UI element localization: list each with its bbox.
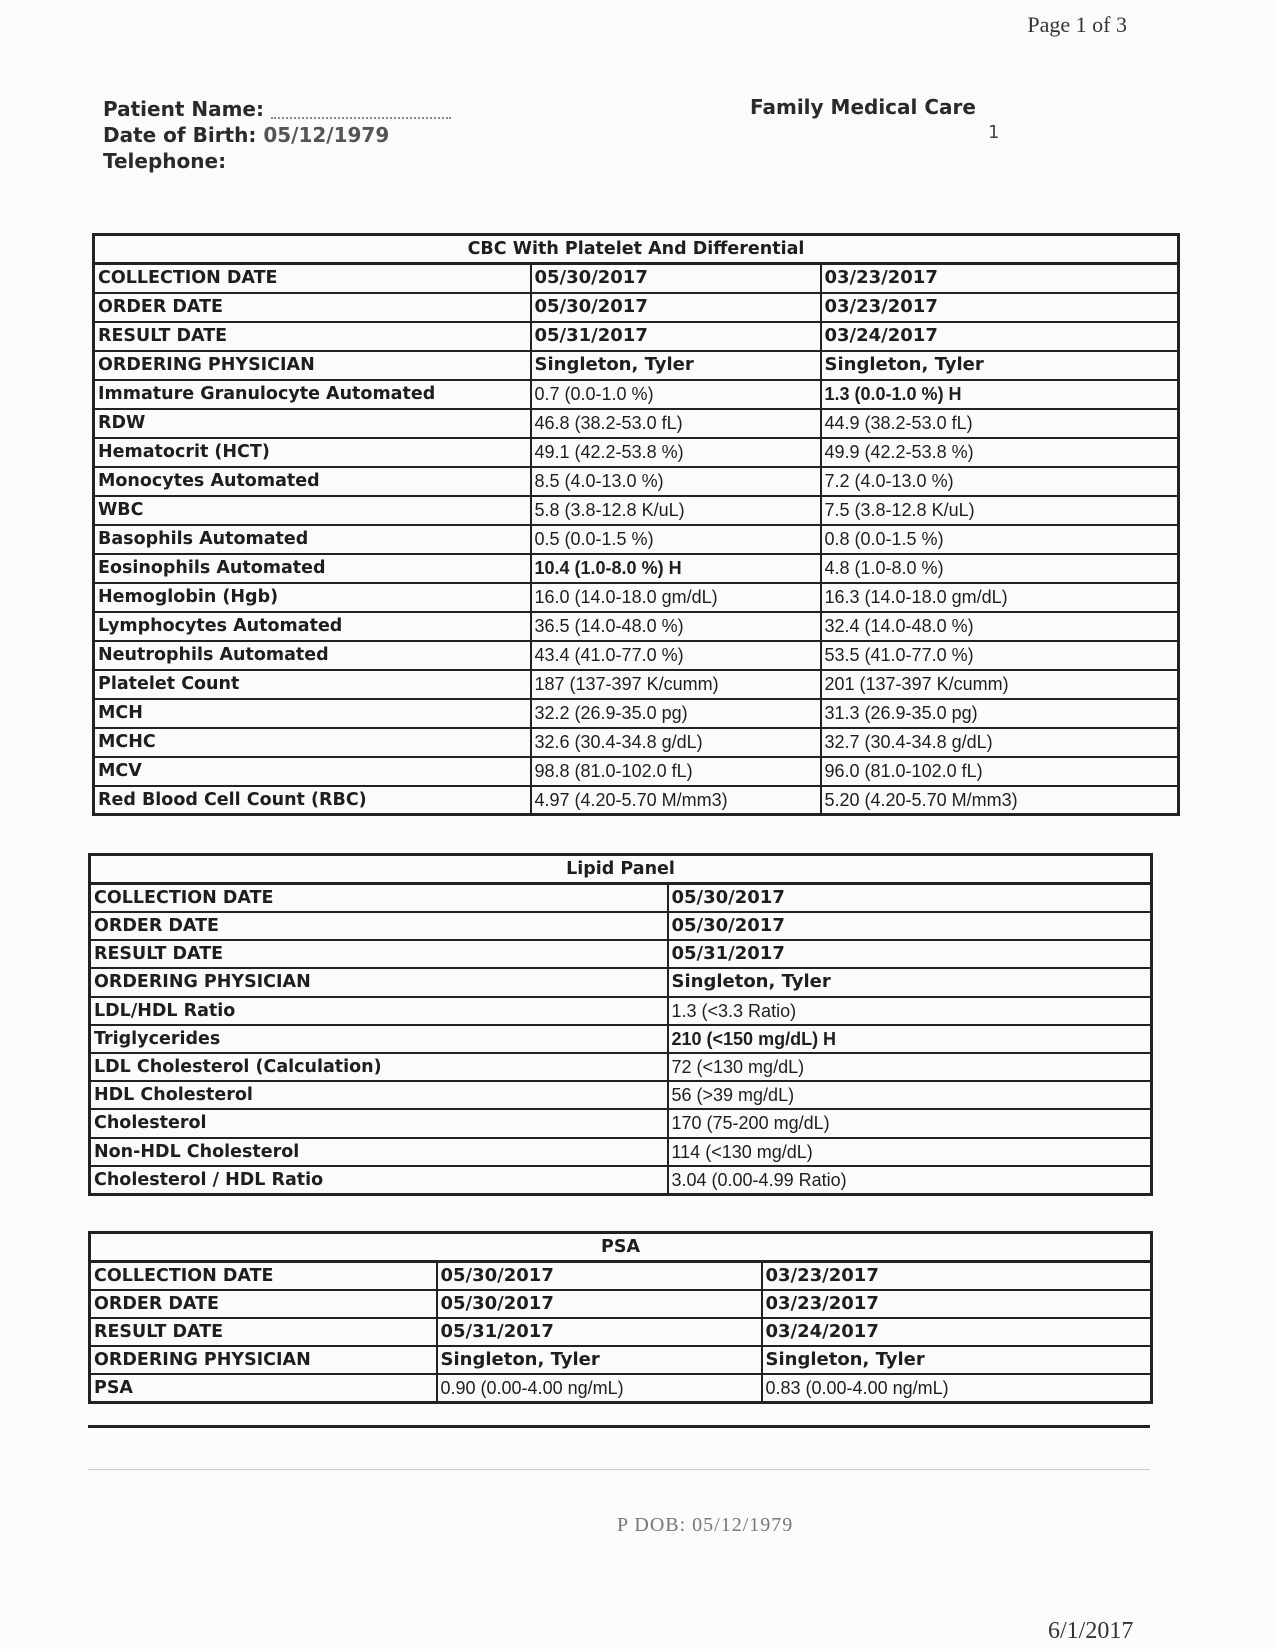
result-value: 8.5 (4.0-13.0 %) (531, 467, 821, 496)
result-value: 44.9 (38.2-53.0 fL) (821, 409, 1179, 438)
row-label: LDL Cholesterol (Calculation) (90, 1053, 668, 1081)
result-value: 3.04 (0.00-4.99 Ratio) (668, 1166, 1152, 1195)
meta-value: 03/23/2017 (762, 1262, 1152, 1291)
result-value: 0.5 (0.0-1.5 %) (531, 525, 821, 554)
result-row (94, 786, 1179, 815)
row-label: Hematocrit (HCT) (94, 438, 531, 467)
meta-value: 03/24/2017 (821, 322, 1179, 351)
result-value: 0.83 (0.00-4.00 ng/mL) (762, 1374, 1152, 1403)
cbc-table (92, 233, 1180, 816)
result-value: 53.5 (41.0-77.0 %) (821, 641, 1179, 670)
meta-value: 05/31/2017 (668, 940, 1152, 968)
dob-label: Date of Birth: (103, 123, 257, 147)
row-label: ORDERING PHYSICIAN (94, 351, 531, 380)
result-value: 0.90 (0.00-4.00 ng/mL) (437, 1374, 762, 1403)
row-label: WBC (94, 496, 531, 525)
result-value: 1.3 (<3.3 Ratio) (668, 997, 1152, 1025)
result-row (94, 409, 1179, 438)
result-row (90, 1081, 1152, 1109)
row-label: Platelet Count (94, 670, 531, 699)
result-row (94, 757, 1179, 786)
row-label: Triglycerides (90, 1025, 668, 1053)
result-value: 72 (<130 mg/dL) (668, 1053, 1152, 1081)
page-number: Page 1 of 3 (1027, 12, 1127, 37)
meta-value: 05/30/2017 (437, 1262, 762, 1291)
result-value: 32.6 (30.4-34.8 g/dL) (531, 728, 821, 757)
meta-value: Singleton, Tyler (437, 1346, 762, 1374)
row-label: Immature Granulocyte Automated (94, 380, 531, 409)
result-value: 5.20 (4.20-5.70 M/mm3) (821, 786, 1179, 815)
meta-row (94, 293, 1179, 322)
row-label: RESULT DATE (90, 1318, 437, 1346)
meta-value: 05/30/2017 (437, 1290, 762, 1318)
result-value: 31.3 (26.9-35.0 pg) (821, 699, 1179, 728)
patient-name-label: Patient Name: (103, 97, 264, 121)
result-row (94, 467, 1179, 496)
result-value: 16.3 (14.0-18.0 gm/dL) (821, 583, 1179, 612)
row-label: PSA (90, 1374, 437, 1403)
meta-value: Singleton, Tyler (531, 351, 821, 380)
row-label: Red Blood Cell Count (RBC) (94, 786, 531, 815)
result-row (94, 670, 1179, 699)
meta-row (90, 968, 1152, 996)
result-value: 32.7 (30.4-34.8 g/dL) (821, 728, 1179, 757)
dob-value: 05/12/1979 (263, 123, 390, 147)
row-label: MCH (94, 699, 531, 728)
result-value: 36.5 (14.0-48.0 %) (531, 612, 821, 641)
meta-row (90, 1262, 1152, 1291)
result-value: 43.4 (41.0-77.0 %) (531, 641, 821, 670)
row-label: COLLECTION DATE (90, 884, 668, 913)
meta-value: 05/31/2017 (531, 322, 821, 351)
faint-separator-line (88, 1469, 1150, 1470)
row-label: Lymphocytes Automated (94, 612, 531, 641)
result-value: 46.8 (38.2-53.0 fL) (531, 409, 821, 438)
result-value: 0.8 (0.0-1.5 %) (821, 525, 1179, 554)
result-value: 114 (<130 mg/dL) (668, 1138, 1152, 1166)
result-row (94, 641, 1179, 670)
cbc-title: CBC With Platelet And Differential (94, 235, 1179, 264)
row-label: COLLECTION DATE (94, 264, 531, 293)
meta-row (90, 940, 1152, 968)
row-label: Non-HDL Cholesterol (90, 1138, 668, 1166)
row-label: ORDERING PHYSICIAN (90, 1346, 437, 1374)
patient-name-row (103, 96, 451, 122)
result-row (90, 1109, 1152, 1137)
result-value: 4.97 (4.20-5.70 M/mm3) (531, 786, 821, 815)
result-row (94, 612, 1179, 641)
row-label: ORDERING PHYSICIAN (90, 968, 668, 996)
psa-title: PSA (90, 1233, 1152, 1262)
result-value: 210 (<150 mg/dL) H (668, 1025, 1152, 1053)
row-label: RESULT DATE (90, 940, 668, 968)
meta-row (94, 322, 1179, 351)
result-row (90, 1025, 1152, 1053)
result-value: 32.2 (26.9-35.0 pg) (531, 699, 821, 728)
row-label: Hemoglobin (Hgb) (94, 583, 531, 612)
telephone-label: Telephone: (103, 149, 227, 173)
meta-value: 05/31/2017 (437, 1318, 762, 1346)
row-label: ORDER DATE (90, 912, 668, 940)
result-row (94, 583, 1179, 612)
meta-row (90, 1290, 1152, 1318)
result-value: 56 (>39 mg/dL) (668, 1081, 1152, 1109)
meta-value: 03/23/2017 (821, 264, 1179, 293)
patient-telephone-row (103, 148, 451, 174)
meta-row (90, 912, 1152, 940)
result-value: 49.9 (42.2-53.8 %) (821, 438, 1179, 467)
result-row (94, 438, 1179, 467)
meta-value: 03/23/2017 (821, 293, 1179, 322)
row-label: Neutrophils Automated (94, 641, 531, 670)
row-label: RDW (94, 409, 531, 438)
meta-value: 03/24/2017 (762, 1318, 1152, 1346)
result-value: 96.0 (81.0-102.0 fL) (821, 757, 1179, 786)
meta-value: 05/30/2017 (531, 264, 821, 293)
meta-value: 05/30/2017 (668, 884, 1152, 913)
meta-value: Singleton, Tyler (821, 351, 1179, 380)
row-label: Eosinophils Automated (94, 554, 531, 583)
meta-row (90, 1346, 1152, 1374)
row-label: Basophils Automated (94, 525, 531, 554)
patient-info (103, 96, 451, 174)
meta-value: Singleton, Tyler (668, 968, 1152, 996)
meta-row (90, 884, 1152, 913)
meta-value: Singleton, Tyler (762, 1346, 1152, 1374)
patient-dob-row (103, 122, 451, 148)
meta-value: 03/23/2017 (762, 1290, 1152, 1318)
result-row (94, 699, 1179, 728)
meta-value: 05/30/2017 (668, 912, 1152, 940)
result-value: 5.8 (3.8-12.8 K/uL) (531, 496, 821, 525)
result-value: 4.8 (1.0-8.0 %) (821, 554, 1179, 583)
lipid-title: Lipid Panel (90, 855, 1152, 884)
lipid-table (88, 853, 1153, 1196)
separator-line (88, 1425, 1150, 1428)
meta-row (94, 351, 1179, 380)
footer-date: 6/1/2017 (1048, 1618, 1134, 1644)
row-label: HDL Cholesterol (90, 1081, 668, 1109)
row-label: LDL/HDL Ratio (90, 997, 668, 1025)
result-row (94, 728, 1179, 757)
clinic-sub: 1 (988, 122, 1000, 143)
result-value: 7.2 (4.0-13.0 %) (821, 467, 1179, 496)
result-row (90, 1374, 1152, 1403)
psa-table (88, 1231, 1153, 1404)
row-label: Cholesterol / HDL Ratio (90, 1166, 668, 1195)
result-value: 16.0 (14.0-18.0 gm/dL) (531, 583, 821, 612)
result-value: 170 (75-200 mg/dL) (668, 1109, 1152, 1137)
result-value: 7.5 (3.8-12.8 K/uL) (821, 496, 1179, 525)
result-row (90, 997, 1152, 1025)
redacted-name (271, 103, 451, 119)
result-value: 201 (137-397 K/cumm) (821, 670, 1179, 699)
meta-row (90, 1318, 1152, 1346)
row-label: COLLECTION DATE (90, 1262, 437, 1291)
clinic-name: Family Medical Care (750, 95, 976, 119)
result-value: 10.4 (1.0-8.0 %) H (531, 554, 821, 583)
result-value: 98.8 (81.0-102.0 fL) (531, 757, 821, 786)
result-row (94, 496, 1179, 525)
result-row (90, 1166, 1152, 1195)
result-row (94, 525, 1179, 554)
row-label: Cholesterol (90, 1109, 668, 1137)
result-row (90, 1138, 1152, 1166)
result-row (94, 380, 1179, 409)
row-label: RESULT DATE (94, 322, 531, 351)
row-label: ORDER DATE (90, 1290, 437, 1318)
result-value: 49.1 (42.2-53.8 %) (531, 438, 821, 467)
result-value: 0.7 (0.0-1.0 %) (531, 380, 821, 409)
row-label: MCHC (94, 728, 531, 757)
footer-dob: P DOB: 05/12/1979 (617, 1514, 794, 1536)
row-label: Monocytes Automated (94, 467, 531, 496)
result-row (94, 554, 1179, 583)
row-label: ORDER DATE (94, 293, 531, 322)
result-value: 187 (137-397 K/cumm) (531, 670, 821, 699)
result-row (90, 1053, 1152, 1081)
meta-row (94, 264, 1179, 293)
row-label: MCV (94, 757, 531, 786)
result-value: 32.4 (14.0-48.0 %) (821, 612, 1179, 641)
meta-value: 05/30/2017 (531, 293, 821, 322)
result-value: 1.3 (0.0-1.0 %) H (821, 380, 1179, 409)
